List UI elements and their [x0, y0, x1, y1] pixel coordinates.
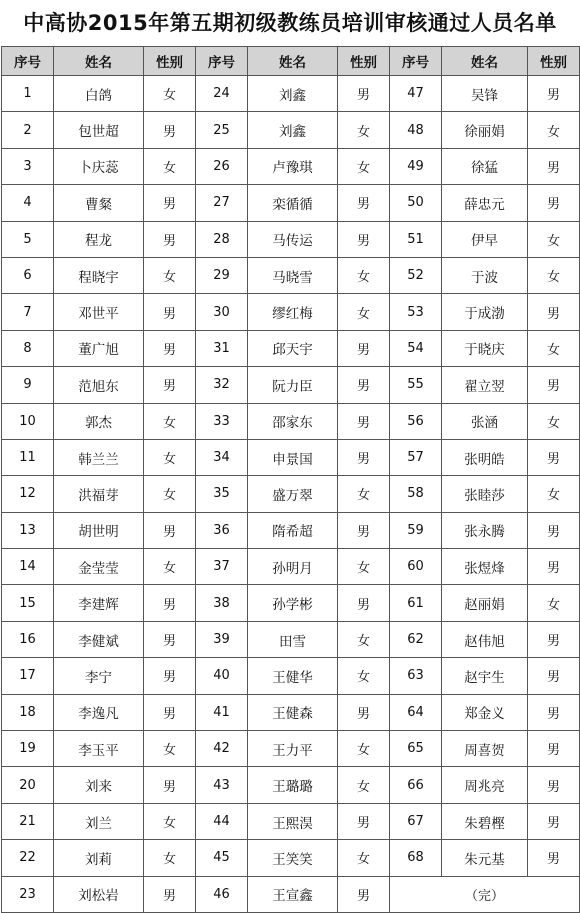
number-cell: 30: [196, 294, 248, 330]
gender-cell: 男: [338, 403, 390, 439]
header-gender: 性别: [338, 47, 390, 76]
name-cell: 金莹莹: [54, 549, 144, 585]
name-cell: 邵家东: [248, 403, 338, 439]
table-row: [2, 621, 580, 657]
name-cell: 白鸽: [54, 76, 144, 112]
gender-cell: 女: [144, 439, 196, 475]
name-cell: 赵伟旭: [442, 621, 528, 657]
gender-cell: 女: [144, 403, 196, 439]
gender-cell: 女: [338, 476, 390, 512]
number-cell: 36: [196, 512, 248, 548]
number-cell: 40: [196, 658, 248, 694]
number-cell: 19: [2, 731, 54, 767]
number-cell: 49: [390, 148, 442, 184]
gender-cell: 男: [338, 76, 390, 112]
gender-cell: 男: [338, 694, 390, 730]
table-row: [2, 803, 580, 839]
gender-cell: 男: [144, 294, 196, 330]
gender-cell: 女: [144, 549, 196, 585]
gender-cell: 男: [528, 185, 580, 221]
gender-cell: 男: [528, 512, 580, 548]
number-cell: 22: [2, 840, 54, 876]
name-cell: 张涵: [442, 403, 528, 439]
gender-cell: 男: [144, 112, 196, 148]
gender-cell: 男: [528, 621, 580, 657]
table-row: [2, 876, 580, 912]
gender-cell: 女: [144, 840, 196, 876]
gender-cell: 女: [528, 257, 580, 293]
name-cell: 王璐璐: [248, 767, 338, 803]
table-row: [2, 731, 580, 767]
header-number: 序号: [196, 47, 248, 76]
gender-cell: 男: [144, 876, 196, 912]
gender-cell: 男: [144, 585, 196, 621]
name-cell: 王健华: [248, 658, 338, 694]
number-cell: 48: [390, 112, 442, 148]
number-cell: 18: [2, 694, 54, 730]
name-cell: 薛忠元: [442, 185, 528, 221]
number-cell: 67: [390, 803, 442, 839]
number-cell: 28: [196, 221, 248, 257]
gender-cell: 女: [338, 621, 390, 657]
table-row: [2, 367, 580, 403]
name-cell: 缪红梅: [248, 294, 338, 330]
header-gender: 性别: [144, 47, 196, 76]
gender-cell: 男: [338, 876, 390, 912]
gender-cell: 男: [144, 330, 196, 366]
name-cell: 翟立翌: [442, 367, 528, 403]
number-cell: 41: [196, 694, 248, 730]
gender-cell: 女: [338, 658, 390, 694]
name-cell: 于成渤: [442, 294, 528, 330]
number-cell: 13: [2, 512, 54, 548]
name-cell: 王力平: [248, 731, 338, 767]
name-cell: 程龙: [54, 221, 144, 257]
name-cell: 刘鑫: [248, 112, 338, 148]
number-cell: 42: [196, 731, 248, 767]
header-name: 姓名: [54, 47, 144, 76]
number-cell: 24: [196, 76, 248, 112]
gender-cell: 男: [528, 148, 580, 184]
number-cell: 65: [390, 731, 442, 767]
gender-cell: 女: [338, 549, 390, 585]
number-cell: 47: [390, 76, 442, 112]
name-cell: 申景国: [248, 439, 338, 475]
gender-cell: 男: [144, 512, 196, 548]
name-cell: 曹粲: [54, 185, 144, 221]
name-cell: 栾循循: [248, 185, 338, 221]
gender-cell: 女: [338, 767, 390, 803]
number-cell: 58: [390, 476, 442, 512]
gender-cell: 女: [144, 76, 196, 112]
number-cell: 51: [390, 221, 442, 257]
number-cell: 35: [196, 476, 248, 512]
gender-cell: 男: [144, 367, 196, 403]
table-row: [2, 658, 580, 694]
number-cell: 34: [196, 439, 248, 475]
gender-cell: 男: [528, 840, 580, 876]
number-cell: 27: [196, 185, 248, 221]
number-cell: 66: [390, 767, 442, 803]
number-cell: 63: [390, 658, 442, 694]
number-cell: 46: [196, 876, 248, 912]
number-cell: 16: [2, 621, 54, 657]
number-cell: 45: [196, 840, 248, 876]
number-cell: 37: [196, 549, 248, 585]
table-row: [2, 221, 580, 257]
gender-cell: 女: [528, 112, 580, 148]
name-cell: 孙明月: [248, 549, 338, 585]
gender-cell: 男: [338, 185, 390, 221]
name-cell: 包世超: [54, 112, 144, 148]
number-cell: 6: [2, 257, 54, 293]
name-cell: 王健森: [248, 694, 338, 730]
name-cell: 张明皓: [442, 439, 528, 475]
gender-cell: 女: [528, 403, 580, 439]
table-row: [2, 403, 580, 439]
end-note: （完）: [390, 876, 580, 912]
name-cell: 王笑笑: [248, 840, 338, 876]
number-cell: 55: [390, 367, 442, 403]
name-cell: 盛万翠: [248, 476, 338, 512]
name-cell: 张永腾: [442, 512, 528, 548]
header-name: 姓名: [248, 47, 338, 76]
table-row: [2, 585, 580, 621]
name-cell: 阮力臣: [248, 367, 338, 403]
number-cell: 11: [2, 439, 54, 475]
gender-cell: 女: [338, 294, 390, 330]
gender-cell: 男: [528, 767, 580, 803]
table-row: [2, 185, 580, 221]
document-title: 中高协2015年第五期初级教练员培训审核通过人员名单: [23, 11, 557, 35]
roster-table: [1, 46, 580, 913]
name-cell: 李逸凡: [54, 694, 144, 730]
name-cell: 郑金义: [442, 694, 528, 730]
name-cell: 李健斌: [54, 621, 144, 657]
number-cell: 7: [2, 294, 54, 330]
gender-cell: 男: [338, 803, 390, 839]
name-cell: 周兆亮: [442, 767, 528, 803]
number-cell: 25: [196, 112, 248, 148]
number-cell: 32: [196, 367, 248, 403]
name-cell: 马晓雪: [248, 257, 338, 293]
gender-cell: 男: [144, 185, 196, 221]
number-cell: 61: [390, 585, 442, 621]
gender-cell: 男: [528, 549, 580, 585]
gender-cell: 女: [144, 476, 196, 512]
table-row: [2, 330, 580, 366]
name-cell: 董广旭: [54, 330, 144, 366]
table-row: [2, 767, 580, 803]
name-cell: 刘莉: [54, 840, 144, 876]
number-cell: 14: [2, 549, 54, 585]
number-cell: 29: [196, 257, 248, 293]
name-cell: 李玉平: [54, 731, 144, 767]
number-cell: 62: [390, 621, 442, 657]
name-cell: 卢豫琪: [248, 148, 338, 184]
name-cell: 隋希超: [248, 512, 338, 548]
gender-cell: 男: [338, 221, 390, 257]
table-row: [2, 112, 580, 148]
number-cell: 26: [196, 148, 248, 184]
number-cell: 60: [390, 549, 442, 585]
table-row: [2, 840, 580, 876]
number-cell: 3: [2, 148, 54, 184]
gender-cell: 男: [338, 330, 390, 366]
number-cell: 2: [2, 112, 54, 148]
gender-cell: 女: [338, 257, 390, 293]
name-cell: 洪福芽: [54, 476, 144, 512]
name-cell: 李建辉: [54, 585, 144, 621]
header-name: 姓名: [442, 47, 528, 76]
table-row: [2, 148, 580, 184]
gender-cell: 男: [528, 76, 580, 112]
gender-cell: 男: [144, 767, 196, 803]
gender-cell: 女: [144, 148, 196, 184]
gender-cell: 男: [144, 621, 196, 657]
name-cell: 马传运: [248, 221, 338, 257]
roster-body: [2, 76, 580, 913]
number-cell: 57: [390, 439, 442, 475]
name-cell: 孙学彬: [248, 585, 338, 621]
table-row: [2, 294, 580, 330]
name-cell: 范旭东: [54, 367, 144, 403]
table-row: [2, 439, 580, 475]
number-cell: 64: [390, 694, 442, 730]
name-cell: 刘来: [54, 767, 144, 803]
name-cell: 伊早: [442, 221, 528, 257]
gender-cell: 女: [528, 585, 580, 621]
name-cell: 邓世平: [54, 294, 144, 330]
gender-cell: 男: [528, 294, 580, 330]
gender-cell: 男: [144, 694, 196, 730]
number-cell: 9: [2, 367, 54, 403]
name-cell: 程晓宇: [54, 257, 144, 293]
gender-cell: 男: [338, 367, 390, 403]
gender-cell: 男: [528, 658, 580, 694]
name-cell: 王熙淏: [248, 803, 338, 839]
gender-cell: 男: [144, 221, 196, 257]
gender-cell: 男: [338, 512, 390, 548]
number-cell: 4: [2, 185, 54, 221]
header-number: 序号: [2, 47, 54, 76]
gender-cell: 女: [528, 221, 580, 257]
number-cell: 10: [2, 403, 54, 439]
table-row: [2, 694, 580, 730]
number-cell: 44: [196, 803, 248, 839]
name-cell: 张睦莎: [442, 476, 528, 512]
table-row: [2, 512, 580, 548]
name-cell: 刘松岩: [54, 876, 144, 912]
gender-cell: 女: [338, 731, 390, 767]
header-gender: 性别: [528, 47, 580, 76]
name-cell: 李宁: [54, 658, 144, 694]
name-cell: 韩兰兰: [54, 439, 144, 475]
number-cell: 39: [196, 621, 248, 657]
number-cell: 15: [2, 585, 54, 621]
gender-cell: 男: [528, 731, 580, 767]
gender-cell: 女: [528, 330, 580, 366]
gender-cell: 男: [528, 694, 580, 730]
number-cell: 68: [390, 840, 442, 876]
number-cell: 43: [196, 767, 248, 803]
name-cell: 邱天宇: [248, 330, 338, 366]
name-cell: 朱元基: [442, 840, 528, 876]
gender-cell: 女: [338, 112, 390, 148]
name-cell: 于波: [442, 257, 528, 293]
gender-cell: 女: [144, 731, 196, 767]
gender-cell: 男: [528, 803, 580, 839]
name-cell: 郭杰: [54, 403, 144, 439]
gender-cell: 男: [338, 439, 390, 475]
name-cell: 赵宇生: [442, 658, 528, 694]
number-cell: 17: [2, 658, 54, 694]
number-cell: 21: [2, 803, 54, 839]
gender-cell: 女: [144, 803, 196, 839]
name-cell: 刘鑫: [248, 76, 338, 112]
number-cell: 31: [196, 330, 248, 366]
name-cell: 胡世明: [54, 512, 144, 548]
table-row: [2, 257, 580, 293]
gender-cell: 女: [338, 148, 390, 184]
number-cell: 1: [2, 76, 54, 112]
number-cell: 33: [196, 403, 248, 439]
number-cell: 53: [390, 294, 442, 330]
name-cell: 卜庆蕊: [54, 148, 144, 184]
table-row: [2, 476, 580, 512]
number-cell: 5: [2, 221, 54, 257]
name-cell: 田雪: [248, 621, 338, 657]
name-cell: 王宣鑫: [248, 876, 338, 912]
table-row: [2, 549, 580, 585]
name-cell: 徐猛: [442, 148, 528, 184]
gender-cell: 女: [528, 476, 580, 512]
number-cell: 12: [2, 476, 54, 512]
number-cell: 8: [2, 330, 54, 366]
name-cell: 于晓庆: [442, 330, 528, 366]
table-row: [2, 76, 580, 112]
number-cell: 20: [2, 767, 54, 803]
name-cell: 朱碧樫: [442, 803, 528, 839]
gender-cell: 男: [144, 658, 196, 694]
gender-cell: 女: [338, 840, 390, 876]
name-cell: 吴锋: [442, 76, 528, 112]
gender-cell: 男: [528, 439, 580, 475]
number-cell: 52: [390, 257, 442, 293]
name-cell: 徐丽娟: [442, 112, 528, 148]
gender-cell: 女: [144, 257, 196, 293]
header-row: [2, 47, 580, 76]
number-cell: 38: [196, 585, 248, 621]
name-cell: 周喜贺: [442, 731, 528, 767]
header-number: 序号: [390, 47, 442, 76]
number-cell: 54: [390, 330, 442, 366]
number-cell: 59: [390, 512, 442, 548]
number-cell: 23: [2, 876, 54, 912]
gender-cell: 男: [338, 585, 390, 621]
number-cell: 50: [390, 185, 442, 221]
name-cell: 赵丽娟: [442, 585, 528, 621]
name-cell: 刘兰: [54, 803, 144, 839]
number-cell: 56: [390, 403, 442, 439]
name-cell: 张煜烽: [442, 549, 528, 585]
gender-cell: 男: [528, 367, 580, 403]
